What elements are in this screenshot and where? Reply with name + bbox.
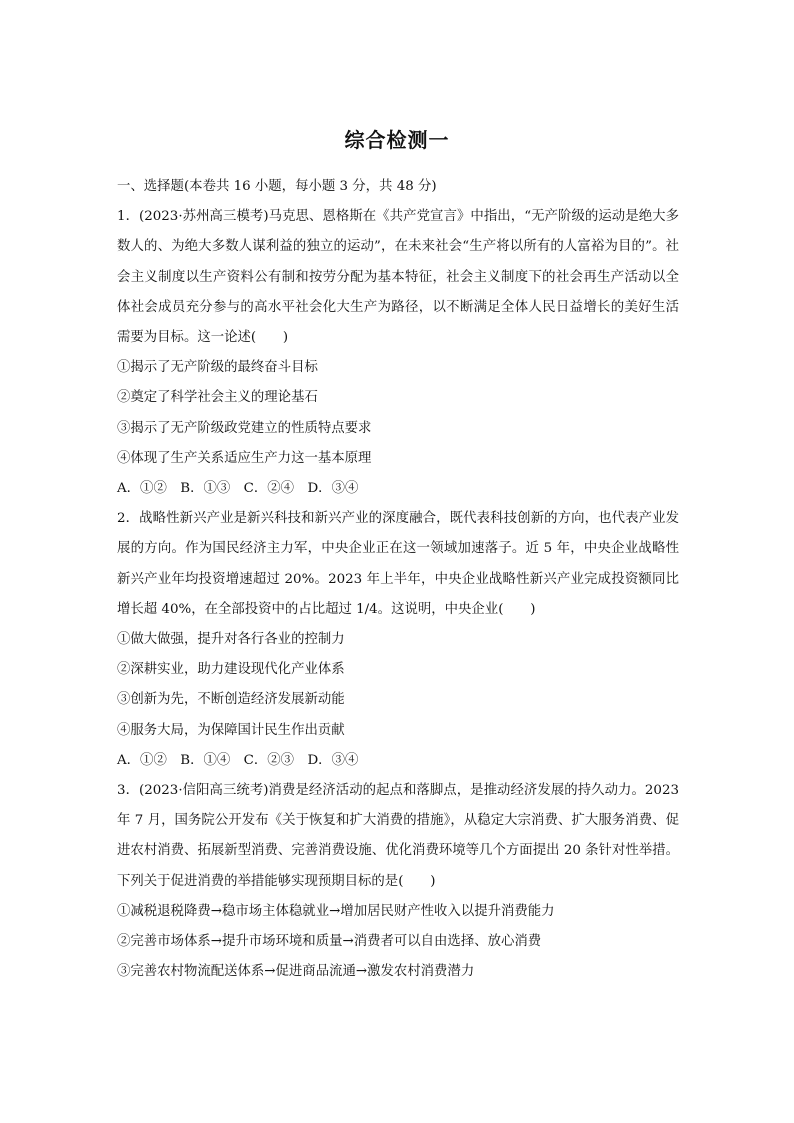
- question-1-item-2: ②奠定了科学社会主义的理论基石: [117, 390, 318, 406]
- question-3-item-3: ③完善农村物流配送体系→促进商品流通→激发农村消费潜力: [117, 964, 475, 980]
- question-2-item-3: ③创新为先，不断创造经济发展新动能: [117, 692, 345, 708]
- page-title: 综合检测一: [344, 128, 450, 152]
- question-1-stem: 1．(2023·苏州高三模考)马克思、恩格斯在《共产党宣言》中指出，“无产阶级的运动是绝大多数人的、为绝大多数人谋利益的独立的运动”，在未来社会“生产将以所有的人富裕为目的”。社会主义制度以生产资料公有制和按劳分配为基本特征，社会主义制度下的社会再生产活动以全体社会成员充分参与的高水平社会化大生产为路径，以不断满足全体人民日益增长的美好生活需要为目标。这一论述( ): [117, 209, 679, 346]
- question-3-item-2: ②完善市场体系→提升市场环境和质量→消费者可以自由选择、放心消费: [117, 934, 542, 950]
- question-2-options: A．①② B．①④ C．②③ D．③④: [117, 752, 359, 768]
- question-2-stem: 2．战略性新兴产业是新兴科技和新兴产业的深度融合，既代表科技创新的方向，也代表产业发展的方向。作为国民经济主力军，中央企业正在这一领域加速落子。近 5 年，中央企业战略性新兴产业年均投资增速超过 20%。2023 年上半年，中央企业战略性新兴产业完成投资额同比增长超 40%，在全部投资中的占比超过 1/4。这说明，中央企业( ): [117, 511, 679, 617]
- question-1-options: A．①② B．①③ C．②④ D．③④: [117, 481, 359, 497]
- section-header: 一、选择题(本卷共 16 小题，每小题 3 分，共 48 分): [117, 179, 437, 194]
- question-1-item-3: ③揭示了无产阶级政党建立的性质特点要求: [117, 420, 372, 436]
- question-1-item-4: ④体现了生产关系适应生产力这一基本原理: [117, 450, 372, 466]
- question-2-item-1: ①做大做强，提升对各行各业的控制力: [117, 632, 345, 648]
- question-3-item-1: ①减税退税降费→稳市场主体稳就业→增加居民财产性收入以提升消费能力: [117, 903, 555, 919]
- question-2-item-4: ④服务大局，为保障国计民生作出贡献: [117, 722, 345, 738]
- question-1-item-1: ①揭示了无产阶级的最终奋斗目标: [117, 360, 318, 376]
- question-3-stem: 3．(2023·信阳高三统考)消费是经济活动的起点和落脚点，是推动经济发展的持久动力。2023 年 7 月，国务院公开发布《关于恢复和扩大消费的措施》，从稳定大宗消费、扩大服务消费、促进农村消费、拓展新型消费、完善消费设施、优化消费环境等几个方面提出 20 条针对性举措。下列关于促进消费的举措能够实现预期目标的是( ): [117, 783, 679, 889]
- question-content: [117, 172, 679, 987]
- question-2-item-2: ②深耕实业，助力建设现代化产业体系: [117, 662, 345, 678]
